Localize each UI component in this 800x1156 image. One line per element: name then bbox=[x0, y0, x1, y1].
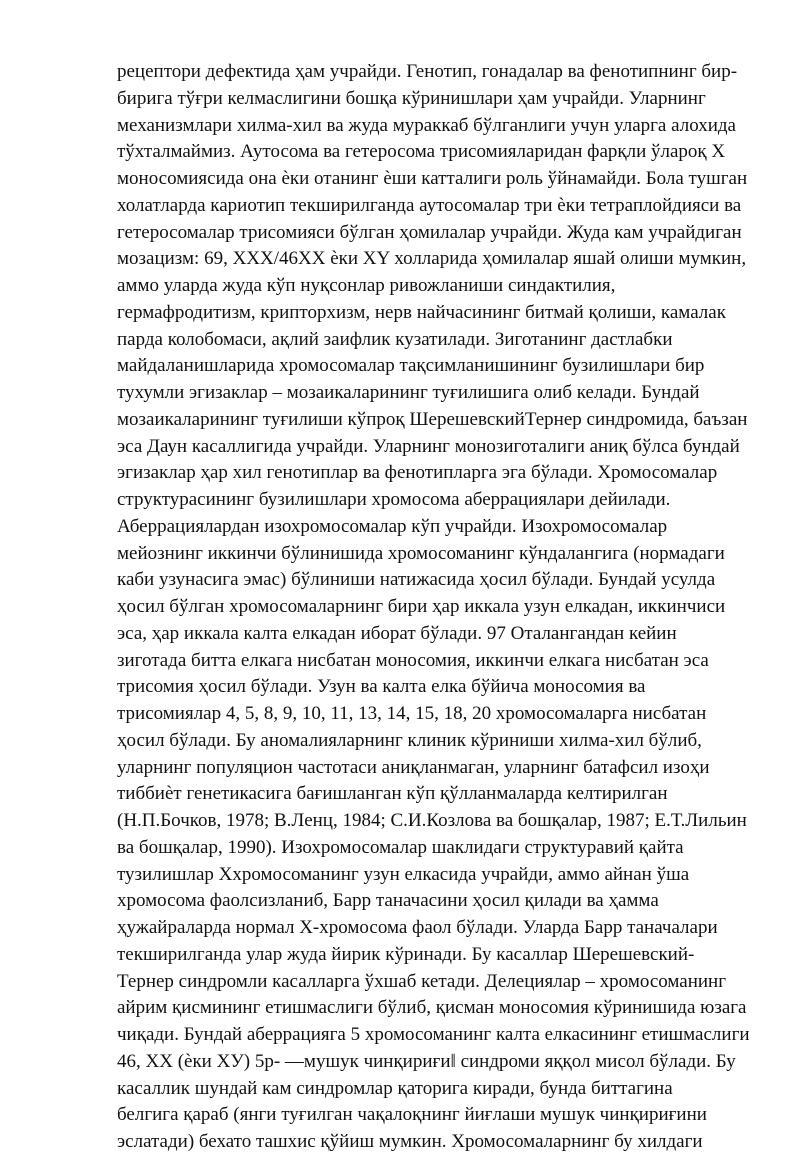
text-line: рецептори дефектида ҳам учрайди. Генотип, гонадалар ва фенотипнинг бир- bbox=[117, 61, 738, 82]
text-line: 46, XX (ѐки XУ) 5р- ―мушук чинқириғи‖ синдроми яққол мисол бўлади. Бу bbox=[117, 1050, 736, 1072]
text-line: каби узунасига эмас) бўлиниши натижасида ҳосил бўлади. Бундай усулда bbox=[117, 569, 716, 591]
text-line: трисомия ҳосил бўлади. Узун ва калта елка бўйича моносомия ва bbox=[117, 676, 646, 698]
text-line: эслатади) бехато ташхис қўйиш мумкин. Хромосомаларнинг бу хилдаги bbox=[117, 1131, 703, 1152]
text-line: айрим қисмининг етишмаслиги бўлиб, қисман моносомия кўринишида юзага bbox=[117, 997, 747, 1019]
text-line: ва бошқалар, 1990). Изохромосомалар шаклидаги структуравий қайта bbox=[117, 836, 684, 858]
text-line: белгига қараб (янги туғилган чақалоқнинг йиғлаши мушук чинқириғини bbox=[117, 1104, 707, 1126]
text-line: гермафродитизм, крипторхизм, нерв найчасининг битмай қолиши, камалак bbox=[117, 301, 726, 323]
text-line: трисомиялар 4, 5, 8, 9, 10, 11, 13, 14, 15, 18, 20 хромосомаларга нисбатан bbox=[117, 703, 707, 724]
text-line: мозацизм: 69, XXX/46XX ѐки XY холларида ҳомилалар яшай олиши мумкин, bbox=[117, 248, 747, 270]
text-line: (Н.П.Бочков, 1978; В.Ленц, 1984; С.И.Козлова ва бошқалар, 1987; Е.Т.Лильин bbox=[117, 810, 747, 831]
text-line: текширилганда улар жуда йирик кўринади. Бу касаллар Шерешевский- bbox=[117, 943, 695, 965]
text-line: Тернер синдромли касалларга ўхшаб кетади. Делециялар – хромосоманинг bbox=[117, 970, 727, 992]
body-text bbox=[117, 59, 757, 1156]
text-line: структурасининг бузилишлари хромосома аберрациялари дейилади. bbox=[117, 489, 671, 510]
text-line: тиббиѐт генетикасига бағишланган кўп қўлланмаларда келтирилган bbox=[117, 783, 668, 805]
text-line: хромосома фаолсизланиб, Барр таначасини ҳосил қилади ва ҳамма bbox=[117, 890, 659, 912]
text-line: ҳосил бўлади. Бу аномалияларнинг клиник кўриниши хилма-хил бўлиб, bbox=[117, 729, 702, 751]
text-line: парда колобомаси, ақлий заифлик кузатилади. Зиготанинг дастлабки bbox=[117, 328, 673, 350]
text-line: эса Даун касаллигида учрайди. Уларнинг монозиготалиги аниқ бўлса бундай bbox=[117, 435, 740, 457]
text-line: мейознинг иккинчи бўлинишида хромосоманинг кўндалангига (нормадаги bbox=[117, 542, 725, 564]
text-line: холатларда кариотип текширилганда аутосомалар три ѐки тетраплойдияси ва bbox=[117, 194, 742, 216]
text-line: ҳосил бўлган хромосомаларнинг бири ҳар иккала узун елкадан, иккинчиси bbox=[117, 596, 726, 617]
text-line: аммо уларда жуда кўп нуқсонлар ривожланиши синдактилия, bbox=[117, 275, 616, 296]
text-line: механизмлари хилма-хил ва жуда мураккаб бўлганлиги учун уларга алохида bbox=[117, 114, 736, 136]
text-line: ҳужайраларда нормал Х-хромосома фаол бўлади. Уларда Барр таначалари bbox=[117, 917, 718, 938]
text-line: тузилишлар Xхромосоманинг узун елкасида учрайди, аммо айнан ўша bbox=[117, 863, 690, 885]
text-line: майдаланишларида хромосомалар тақсимланишининг бузилишлари бир bbox=[117, 355, 705, 377]
text-line: мозаикаларининг туғилиши кўпроқ ШерешевскийТернер синдромида, баъзан bbox=[117, 408, 748, 430]
text-line: зиготада битта елкага нисбатан моносомия, иккинчи елкага нисбатан эса bbox=[117, 649, 709, 671]
text-line: уларнинг популяцион частотаси аниқланмаган, уларнинг батафсил изоҳи bbox=[117, 756, 710, 778]
text-line: чиқади. Бундай аберрацияга 5 хромосоманинг калта елкасининг етишмаслиги bbox=[117, 1024, 750, 1045]
text-line: эса, ҳар иккала калта елкадан иборат бўлади. 97 Оталангандан кейин bbox=[117, 622, 677, 644]
text-line: эгизаклар ҳар хил генотиплар ва фенотипларга эга бўлади. Хромосомалар bbox=[117, 462, 718, 484]
text-line: касаллик шундай кам синдромлар қаторига киради, бунда биттагина bbox=[117, 1077, 673, 1099]
text-line: гетеросомалар трисомияси бўлган ҳомилалар учрайди. Жуда кам учрайдиган bbox=[117, 221, 742, 243]
text-line: тўхталмаймиз. Аутосома ва гетеросома трисомияларидан фарқли ўлароқ X bbox=[117, 141, 726, 163]
text-line: моносомиясида она ѐки отанинг ѐши катталиги роль ўйнамайди. Бола тушган bbox=[117, 168, 748, 189]
text-line: Аберрациялардан изохромосомалар кўп учрайди. Изохромосомалар bbox=[117, 515, 668, 537]
text-line: тухумли эгизаклар – мозаикаларининг туғилишига олиб келади. Бундай bbox=[117, 382, 700, 403]
text-line: бирига тўғри келмаслигини бошқа кўринишлари ҳам учрайди. Уларнинг bbox=[117, 87, 706, 109]
